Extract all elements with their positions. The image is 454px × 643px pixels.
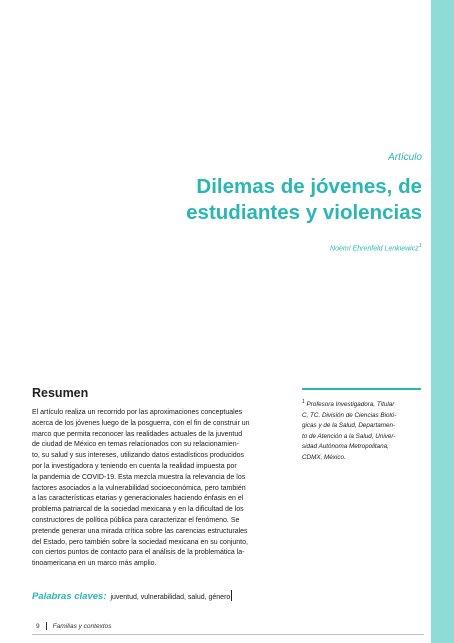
abstract-line: acerca de los jóvenes luego de la posguerra, con el fin de construir un xyxy=(32,419,250,427)
abstract-line: con ciertos puntos de contacto para el análisis de la problemática la- xyxy=(32,549,245,557)
abstract-line: factores asociados a la vulnerabilidad socioeconómica, pero también xyxy=(32,484,246,492)
abstract-line: la pandemia de COVID-19. Esta mezcla muestra la relevancia de los xyxy=(32,473,246,481)
footer-divider xyxy=(46,622,47,630)
summary-heading: Resumen xyxy=(32,386,89,400)
footer-rule xyxy=(32,634,424,635)
keywords-label: Palabras claves: xyxy=(32,591,107,602)
page-number: 9 xyxy=(36,622,40,630)
abstract-line: marco que permita reconocer las realidades actuales de la juventud xyxy=(32,430,243,438)
title-line: Dilemas de jóvenes, de xyxy=(196,175,422,198)
abstract-line: tinoamericana en un marco más amplio. xyxy=(32,560,157,568)
footnote-line: to de Atención a la Salud, Univer- xyxy=(302,432,396,440)
footnote-text: Profesora Investigadora, Titular xyxy=(306,401,395,409)
author-note-marker: 1 xyxy=(418,243,422,249)
decorative-side-bar xyxy=(431,0,454,643)
abstract-line: to, su salud y sus intereses, utilizando datos estadísticos producidos xyxy=(32,452,245,460)
footnote-line: CDMX, México. xyxy=(302,454,346,462)
section-label: Artículo xyxy=(388,152,422,163)
footnote-line: sidad Autónoma Metropolitana, xyxy=(302,443,389,451)
footnote-line: gicas y de la Salud, Departamen- xyxy=(302,422,396,430)
abstract-line: por la investigadora y teniendo en cuenta la realidad impuesta por xyxy=(32,462,237,470)
abstract-line: del Estado, pero también sobre la sociedad mexicana en su conjunto, xyxy=(32,538,248,546)
author-name: Noemí Ehrenfeld Lenkiewicz xyxy=(330,245,419,253)
footnote xyxy=(302,397,424,464)
abstract-line: a las características etarias y generacionales haciendo énfasis en el xyxy=(32,495,244,503)
abstract-line: constructores de política pública para caracterizar el fenómeno. Se xyxy=(32,516,240,524)
page-footer xyxy=(32,622,112,630)
footnote-line xyxy=(302,397,424,411)
abstract-line: de ciudad de México en temas relacionados con su relacionamien- xyxy=(32,441,240,449)
abstract-body xyxy=(32,408,288,570)
abstract-line: problema patriarcal de la sociedad mexicana y en la dificultad de los xyxy=(32,506,244,514)
text-cursor xyxy=(231,590,232,601)
footnote-marker: 1 xyxy=(302,399,305,405)
keywords-list: juventud, vulnerabilidad, salud, género xyxy=(110,594,231,601)
author-line xyxy=(330,243,422,252)
keywords xyxy=(32,590,232,602)
title-line: estudiantes y violencias xyxy=(186,201,422,224)
publication-name: Familias y contextos xyxy=(52,622,112,630)
article-title xyxy=(102,174,422,226)
abstract-line: El artículo realiza un recorrido por las aproximaciones conceptuales xyxy=(32,409,243,416)
footnote-rule xyxy=(302,388,421,390)
footnote-line: C, TC. División de Ciencias Bioló- xyxy=(302,411,397,419)
abstract-line: pretende generar una mirada crítica sobre las carencias estructurales xyxy=(32,527,248,535)
